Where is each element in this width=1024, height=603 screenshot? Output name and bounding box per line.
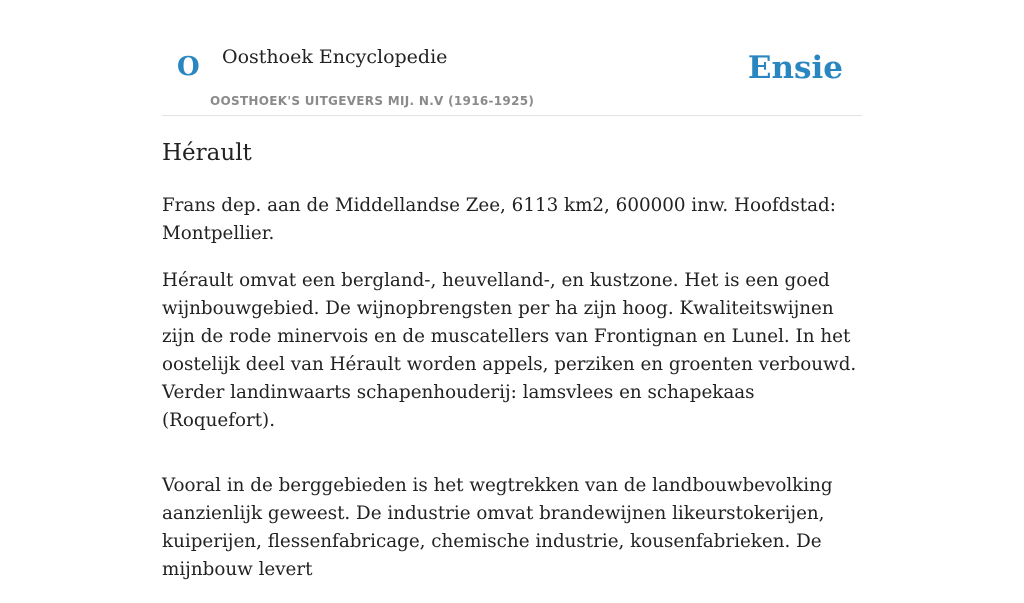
- publisher-label: OOSTHOEK'S UITGEVERS MIJ. N.V (1916-1925): [210, 94, 535, 108]
- entry-paragraph: Vooral in de berggebieden is het wegtrekken van de landbouwbevolking aanzienlijk geweest. De industrie omvat brandewijnen likeurstokerijen, kuiperijen, flessenfabricage, chemische industrie, kousenfabrieken. De mijnbouw levert: [162, 475, 833, 580]
- entry-paragraph: Frans dep. aan de Middellandse Zee, 6113 km2, 600000 inw. Hoofdstad: Montpellier.: [162, 195, 836, 244]
- book-logo-icon[interactable]: O: [177, 52, 200, 82]
- entry-title: Hérault: [162, 140, 252, 166]
- book-title-link[interactable]: Oosthoek Encyclopedie: [222, 46, 448, 68]
- entry-paragraph: Hérault omvat een bergland-, heuvelland-, en kustzone. Het is een goed wijnbouwgebied. De wijnopbrengsten per ha zijn hoog. Kwaliteitswijnen zijn de rode minervois en de muscatellers van Frontignan en Lunel. In het oostelijk deel van Hérault worden appels, perziken en groenten verbouwd. Verder landinwaarts schapenhouderij: lamsvlees en schapekaas (Roquefort).: [162, 270, 857, 431]
- ensie-brand-logo[interactable]: Ensie: [747, 50, 843, 86]
- page-container: [162, 0, 862, 580]
- entry-content: [162, 192, 862, 603]
- site-header: [162, 0, 862, 116]
